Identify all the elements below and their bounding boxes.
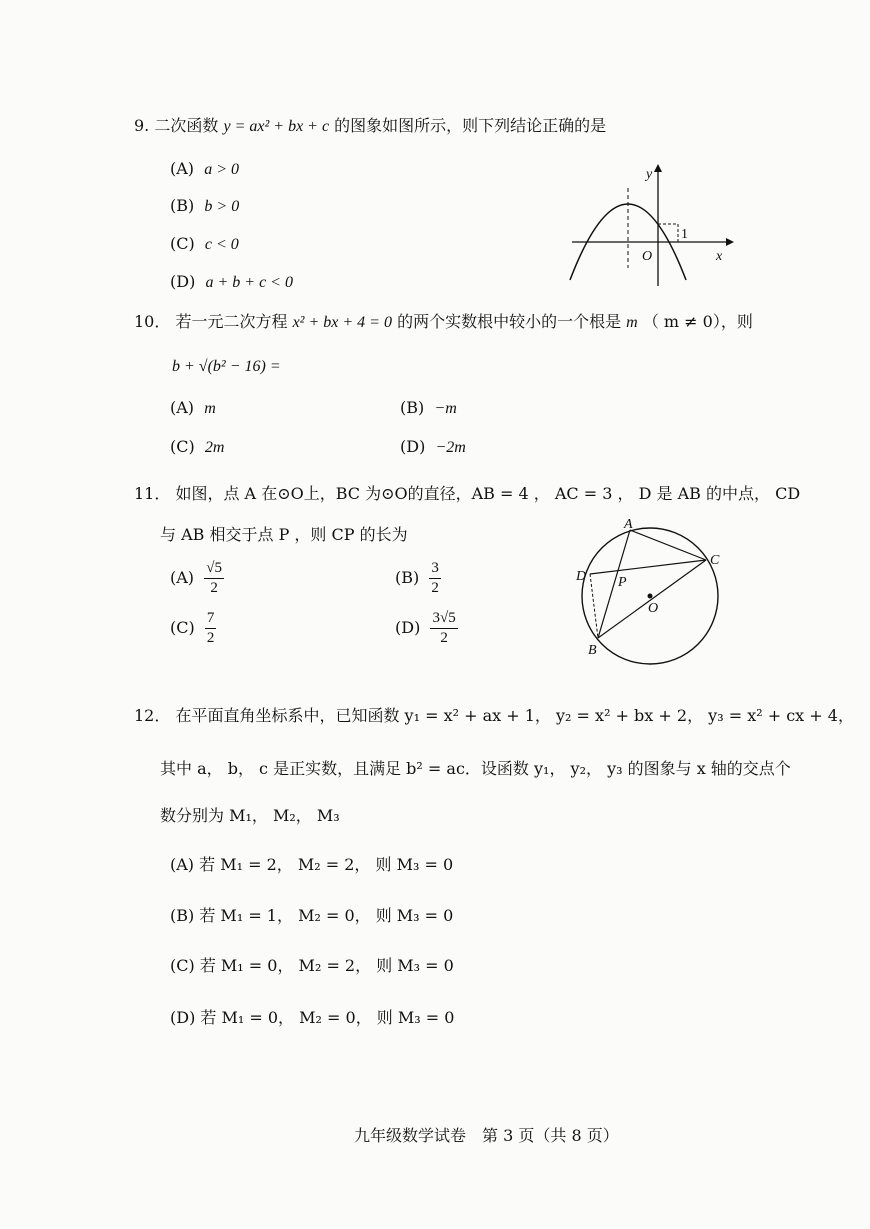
page-footer: 九年级数学试卷 第 3 页（共 8 页） (354, 1126, 619, 1145)
label-c: C (710, 553, 720, 568)
fraction: $\frac{√5}{2}$ (206, 560, 222, 596)
q12-stem-line1: 12． 在平面直角坐标系中，已知函数 y₁ = x² + ax + 1， y₂ = x² + bx + 2， y₃ = x² + cx + 4， (134, 706, 854, 725)
q9-option-c[interactable]: (C) c < 0 (170, 234, 239, 253)
q11-circle-figure (570, 518, 740, 658)
fraction: $\frac{7}{2}$ (206, 610, 215, 646)
segment-db (590, 574, 598, 638)
label-b: B (588, 643, 597, 658)
q11-option-c[interactable]: (C) $\frac{7}{2}$ (170, 610, 215, 646)
fraction: $\frac{3√5}{2}$ (432, 610, 456, 646)
q10-stem: 10． 若一元二次方程 x² + bx + 4 = 0 的两个实数根中较小的一个根是 m （ m ≠ 0），则 (134, 312, 753, 331)
q9-stem: 9. 二次函数 y = ax² + bx + c 的图象如图所示，则下列结论正确的是 (134, 116, 607, 135)
label-a: A (624, 517, 633, 532)
q12-option-b[interactable]: (B) 若 M₁ = 1， M₂ = 0， 则 M₃ = 0 (170, 906, 454, 925)
question-number: 9. (134, 116, 150, 135)
q12-option-c[interactable]: (C) 若 M₁ = 0， M₂ = 2， 则 M₃ = 0 (170, 956, 454, 975)
q11-option-a[interactable]: (A) $\frac{√5}{2}$ (170, 560, 222, 596)
q10-expression: b + √(b² − 16) = (172, 358, 281, 375)
q12-option-d[interactable]: (D) 若 M₁ = 0， M₂ = 0， 则 M₃ = 0 (170, 1008, 455, 1027)
quadratic-formula: y = ax² + bx + c (223, 118, 330, 135)
q9-option-d[interactable]: (D) a + b + c < 0 (170, 272, 293, 291)
q10-option-c[interactable]: (C) 2m (170, 437, 225, 456)
label-d: D (576, 569, 587, 584)
equation: x² + bx + 4 = 0 (292, 314, 392, 331)
q11-stem-line2: 与 AB 相交于点 P ，则 CP 的长为 (160, 525, 408, 544)
y-axis-arrow-icon (654, 164, 662, 172)
q12-option-a[interactable]: (A) 若 M₁ = 2， M₂ = 2， 则 M₃ = 0 (170, 855, 454, 874)
q11-option-d[interactable]: (D) $\frac{3√5}{2}$ (395, 610, 456, 646)
center-point (648, 594, 653, 599)
label-p: P (618, 575, 627, 590)
x-axis-arrow-icon (726, 238, 734, 246)
y-axis-label: y (646, 167, 653, 182)
q10-option-d[interactable]: (D) −2m (400, 437, 466, 456)
q9-option-b[interactable]: (B) b > 0 (170, 196, 240, 215)
label-o: O (648, 601, 659, 616)
q10-option-b[interactable]: (B) −m (400, 398, 457, 417)
question-number: 10． (134, 312, 171, 331)
q9-option-a[interactable]: (A) a > 0 (170, 159, 240, 178)
q12-stem-line2: 其中 a， b， c 是正实数，且满足 b² = ac．设函数 y₁， y₂， y₃ 的图象与 x 轴的交点个 (160, 759, 791, 778)
q12-stem-line3: 数分别为 M₁， M₂， M₃ (160, 806, 340, 825)
q10-option-a[interactable]: (A) m (170, 398, 216, 417)
tick-label: 1 (681, 227, 688, 242)
question-number: 12． (134, 706, 171, 725)
question-number: 11． (134, 484, 171, 503)
x-axis-label: x (716, 249, 723, 264)
fraction: $\frac{3}{2}$ (431, 560, 439, 596)
q9-parabola-graph (560, 158, 740, 288)
q11-stem-line1: 11． 如图，点 A 在⊙O上，BC 为⊙O的直径，AB = 4 ， AC = 3 ， D 是 AB 的中点， CD (134, 484, 801, 503)
segment-bc (598, 560, 706, 638)
q11-option-b[interactable]: (B) $\frac{3}{2}$ (395, 560, 439, 596)
origin-label: O (642, 249, 653, 264)
